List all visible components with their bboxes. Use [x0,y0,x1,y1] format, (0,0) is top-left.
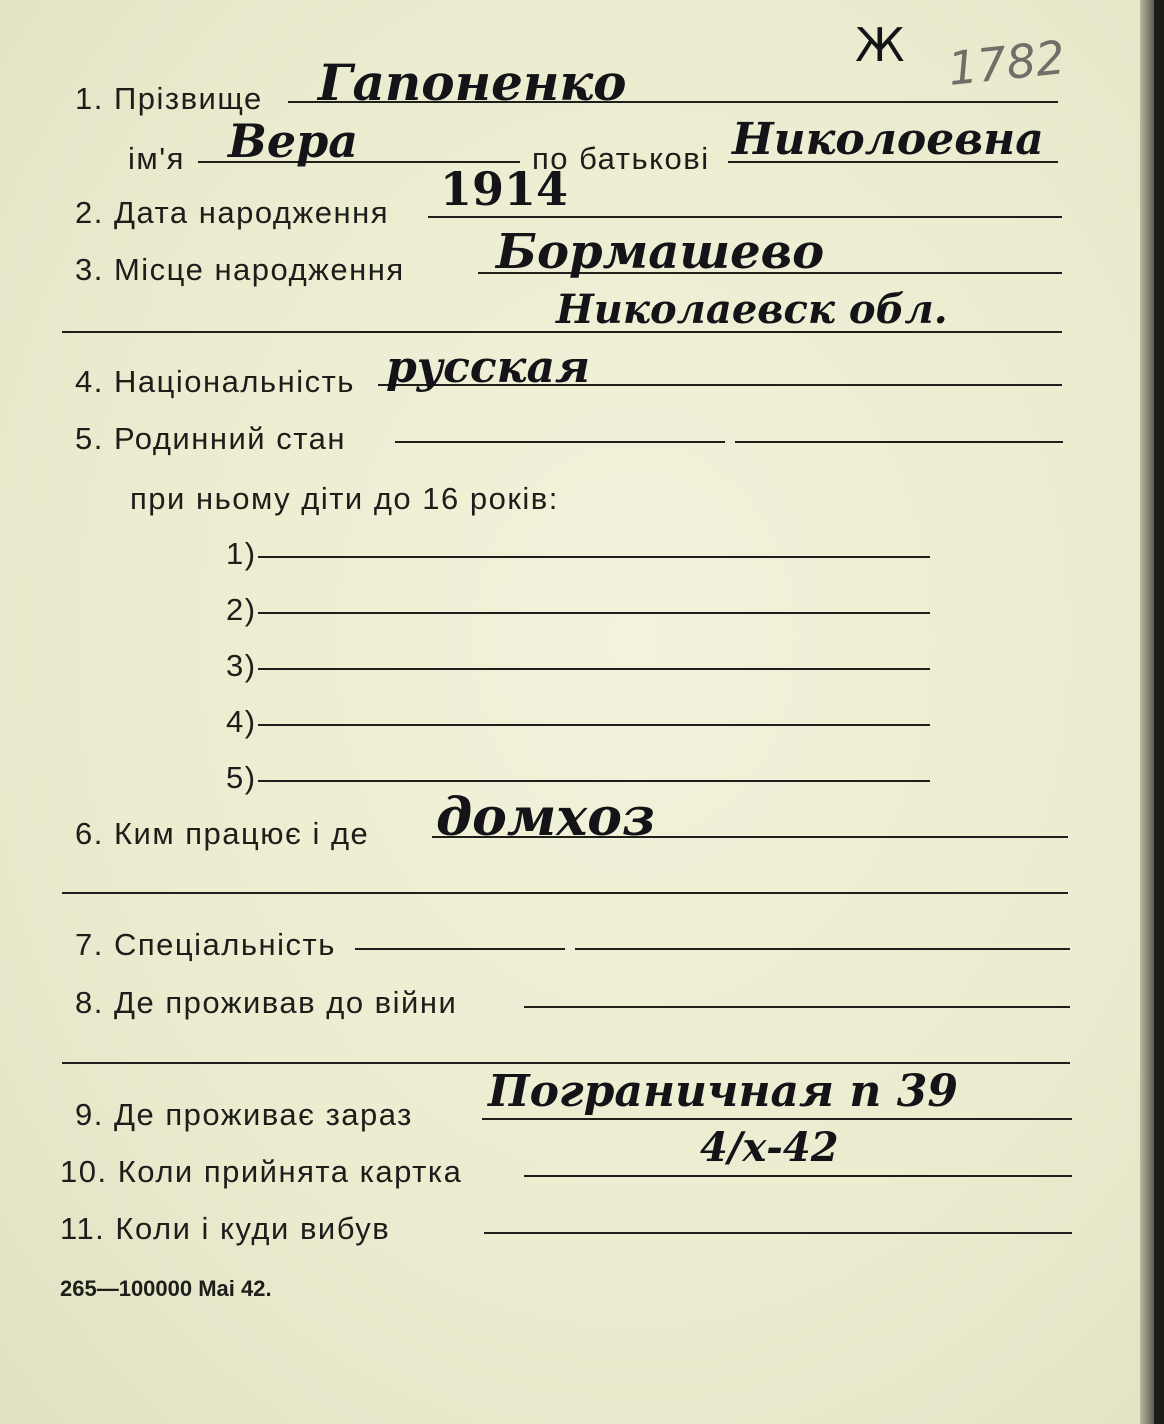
card-accepted-value: 4/х-42 [700,1124,839,1171]
occupation-continuation-line [62,892,1068,894]
card-edge-shadow [1140,0,1154,1424]
child-number-3: 3) [226,648,257,683]
birth-date-label: 2. Дата народження [75,195,389,230]
occupation-label: 6. Ким працює і де [75,816,370,851]
current-residence-value: Пограничная п 39 [488,1066,958,1117]
birth-date-line [428,216,1062,218]
name-value: Вера [228,114,359,168]
specialty-line-b [575,948,1070,950]
surname-label: 1. Прізвище [75,81,263,116]
card-accepted-label: 10. Коли прийнята картка [60,1154,463,1189]
marital-status-line-b [735,441,1063,443]
birth-place-value-line2: Николаевск обл. [556,286,948,333]
current-residence-label: 9. Де проживає зараз [75,1097,413,1132]
handwritten-mark: Ж [855,18,905,72]
children-label: при ньому діти до 16 років: [130,481,559,516]
birth-place-label: 3. Місце народження [75,252,405,287]
specialty-label: 7. Спеціальність [75,927,336,962]
marital-status-label: 5. Родинний стан [75,421,346,456]
prewar-residence-label: 8. Де проживав до війни [75,985,458,1020]
print-code: 265—100000 Mai 42. [60,1276,272,1301]
child-number-1: 1) [226,536,257,571]
child-line-3 [258,668,930,670]
prewar-residence-continuation-line [62,1062,1070,1064]
departure-label: 11. Коли і куди вибув [60,1211,391,1246]
surname-value: Гапоненко [318,53,627,112]
child-number-4: 4) [226,704,257,739]
marital-status-line-a [395,441,725,443]
birth-date-value: 1914 [440,162,569,216]
patronymic-label: по батькові [532,141,710,176]
child-line-5 [258,780,930,782]
name-label: ім'я [128,141,185,176]
child-line-1 [258,556,930,558]
child-number-2: 2) [226,592,257,627]
nationality-value: русская [386,342,590,393]
child-number-5: 5) [226,760,257,795]
departure-line [484,1232,1072,1234]
card-accepted-line [524,1175,1072,1177]
prewar-residence-line [524,1006,1070,1008]
occupation-value: домхоз [436,787,656,848]
child-line-4 [258,724,930,726]
nationality-label: 4. Національність [75,364,355,399]
child-line-2 [258,612,930,614]
specialty-line-a [355,948,565,950]
current-residence-line [482,1118,1072,1120]
patronymic-value: Николоевна [732,114,1044,165]
pencil-archive-number: 1782 [945,30,1068,96]
birth-place-value-line1: Бормашево [496,224,825,280]
